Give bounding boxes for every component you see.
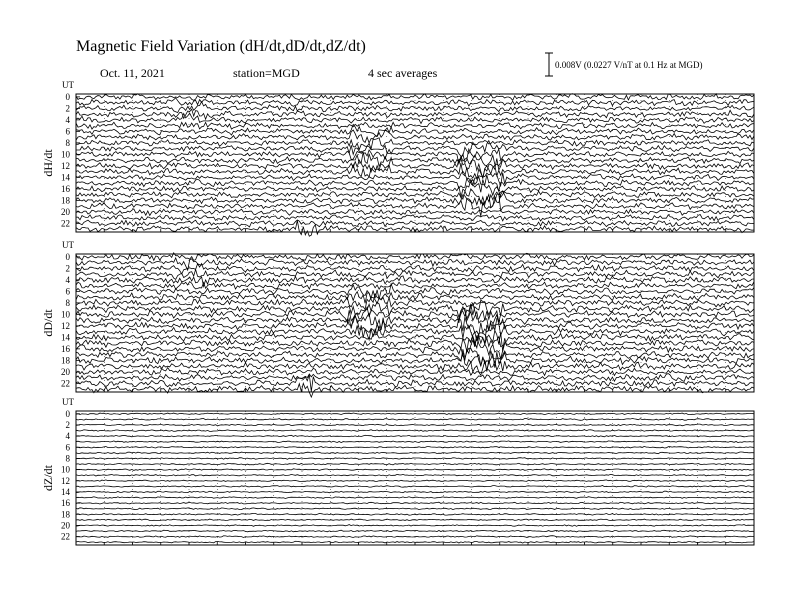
y-tick-label: 12 <box>61 475 70 486</box>
panel-ylabel: dD/dt <box>41 309 55 337</box>
trace-hour-15 <box>76 497 754 499</box>
trace-hour-0 <box>76 413 754 415</box>
y-tick-label: 0 <box>65 251 70 262</box>
trace-hour-12 <box>76 480 754 482</box>
ut-label: UT <box>62 397 74 407</box>
chart-title: Magnetic Field Variation (dH/dt,dD/dt,dZ/dt) <box>76 38 366 55</box>
y-tick-label: 14 <box>61 332 70 343</box>
trace-hour-10 <box>76 303 754 323</box>
trace-hour-16 <box>76 502 754 504</box>
y-tick-label: 20 <box>61 520 70 531</box>
y-tick-label: 22 <box>61 218 70 229</box>
trace-hour-20 <box>76 525 754 527</box>
trace-hour-9 <box>76 463 754 465</box>
y-tick-label: 8 <box>65 453 70 464</box>
panel-dH-dt <box>41 80 754 236</box>
trace-hour-23 <box>76 383 754 397</box>
y-tick-label: 18 <box>61 509 70 520</box>
y-tick-label: 16 <box>61 498 70 509</box>
y-tick-label: 0 <box>65 408 70 419</box>
y-tick-label: 0 <box>65 91 70 102</box>
y-tick-label: 20 <box>61 366 70 377</box>
trace-hour-2 <box>76 424 754 426</box>
y-tick-label: 22 <box>61 531 70 542</box>
y-tick-label: 4 <box>65 274 70 285</box>
trace-hour-10 <box>76 149 754 164</box>
y-tick-label: 22 <box>61 378 70 389</box>
trace-hour-22 <box>76 220 754 227</box>
y-tick-label: 10 <box>61 149 70 160</box>
trace-hour-14 <box>76 491 754 493</box>
scale-bar <box>545 53 553 76</box>
y-tick-label: 2 <box>65 103 70 114</box>
y-tick-label: 6 <box>65 126 70 137</box>
averaging-label: 4 sec averages <box>368 66 438 80</box>
trace-hour-17 <box>76 508 754 510</box>
y-tick-label: 6 <box>65 286 70 297</box>
panel-dZ-dt <box>41 397 754 545</box>
ut-label: UT <box>62 240 74 250</box>
y-tick-label: 8 <box>65 297 70 308</box>
y-tick-label: 4 <box>65 114 70 125</box>
panel-ylabel: dH/dt <box>41 149 55 177</box>
y-tick-label: 10 <box>61 464 70 475</box>
y-tick-label: 18 <box>61 195 70 206</box>
scale-bar-label: 0.008V (0.0227 V/nT at 0.1 Hz at MGD) <box>555 60 703 70</box>
date-label: Oct. 11, 2021 <box>100 66 165 80</box>
y-tick-label: 2 <box>65 263 70 274</box>
y-tick-label: 20 <box>61 206 70 217</box>
y-tick-label: 10 <box>61 309 70 320</box>
y-tick-label: 12 <box>61 320 70 331</box>
station-label: station=MGD <box>233 66 300 80</box>
y-tick-label: 12 <box>61 160 70 171</box>
y-tick-label: 8 <box>65 137 70 148</box>
panel-ylabel: dZ/dt <box>41 465 55 491</box>
trace-hour-5 <box>76 122 754 129</box>
y-tick-label: 4 <box>65 431 70 442</box>
trace-hour-3 <box>76 269 754 279</box>
y-tick-label: 16 <box>61 183 70 194</box>
y-tick-label: 6 <box>65 442 70 453</box>
y-tick-label: 18 <box>61 355 70 366</box>
y-tick-label: 14 <box>61 172 70 183</box>
trace-hour-11 <box>76 308 754 331</box>
trace-hour-1 <box>76 419 754 421</box>
panel-dD-dt <box>41 240 754 397</box>
y-tick-label: 2 <box>65 419 70 430</box>
trace-hour-10 <box>76 469 754 471</box>
trace-hour-18 <box>76 191 754 208</box>
ut-label: UT <box>62 80 74 90</box>
trace-hour-18 <box>76 352 754 370</box>
trace-hour-5 <box>76 441 754 443</box>
y-tick-label: 14 <box>61 486 70 497</box>
trace-hour-11 <box>76 474 754 476</box>
y-tick-label: 16 <box>61 343 70 354</box>
trace-hour-13 <box>76 486 754 488</box>
